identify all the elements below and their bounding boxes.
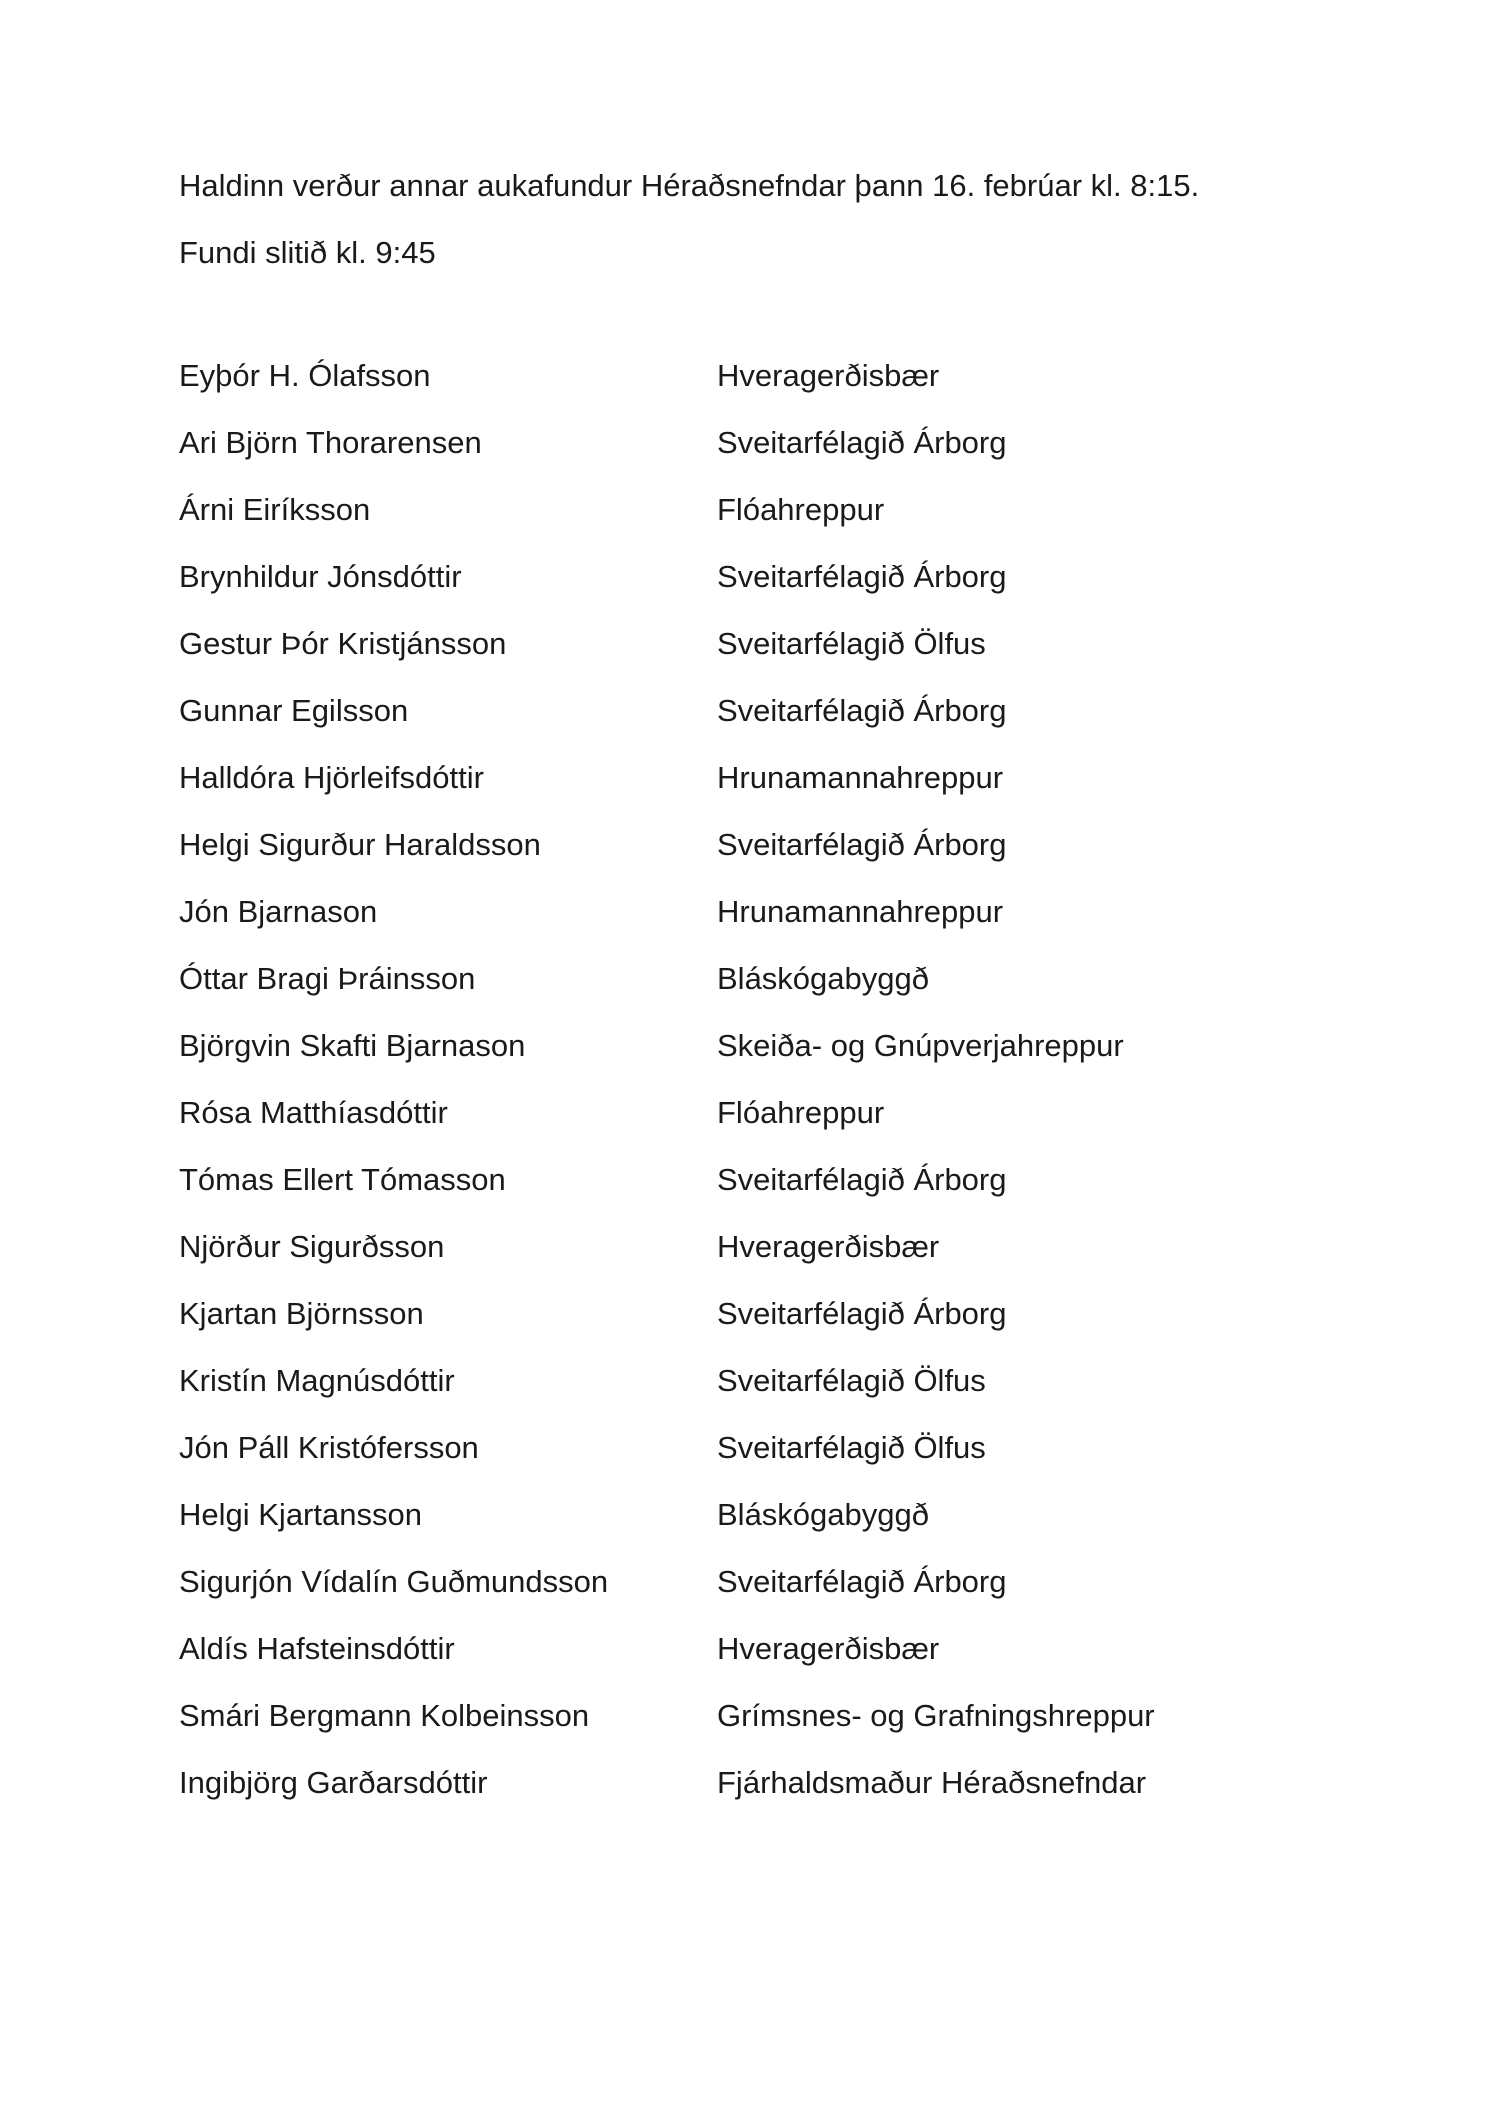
attendee-name: Jón Páll Kristófersson (179, 1429, 479, 1465)
attendee-organization: Flóahreppur (717, 491, 885, 527)
attendee-organization: Sveitarfélagið Árborg (717, 692, 1007, 728)
attendee-organization: Hveragerðisbær (717, 357, 940, 393)
attendee-organization: Hrunamannahreppur (717, 893, 1004, 929)
attendee-organization: Sveitarfélagið Árborg (717, 558, 1007, 594)
attendee-name: Óttar Bragi Þráinsson (179, 960, 476, 996)
attendee-name: Árni Eiríksson (179, 491, 371, 527)
attendee-row (179, 1749, 1359, 1816)
attendee-name: Jón Bjarnason (179, 893, 378, 929)
attendee-name: Helgi Kjartansson (179, 1496, 422, 1532)
attendee-row (179, 744, 1359, 811)
attendee-organization: Sveitarfélagið Ölfus (717, 1429, 986, 1465)
attendee-name: Brynhildur Jónsdóttir (179, 558, 462, 594)
attendee-name: Rósa Matthíasdóttir (179, 1094, 448, 1130)
attendee-organization: Hrunamannahreppur (717, 759, 1004, 795)
attendee-row (179, 1347, 1359, 1414)
attendee-row (179, 409, 1359, 476)
attendee-row (179, 1012, 1359, 1079)
attendee-organization: Grímsnes- og Grafningshreppur (717, 1697, 1155, 1733)
attendee-row (179, 1548, 1359, 1615)
attendee-organization: Bláskógabyggð (717, 960, 929, 996)
attendee-row (179, 811, 1359, 878)
attendee-row (179, 1213, 1359, 1280)
attendee-name: Gestur Þór Kristjánsson (179, 625, 507, 661)
meeting-start-text: Haldinn verður annar aukafundur Héraðsnefndar þann 16. febrúar kl. 8:15. (179, 168, 1200, 203)
attendee-row (179, 945, 1359, 1012)
attendee-name: Kristín Magnúsdóttir (179, 1362, 455, 1398)
attendee-organization: Sveitarfélagið Árborg (717, 1563, 1007, 1599)
attendee-name: Tómas Ellert Tómasson (179, 1161, 506, 1197)
attendee-name: Björgvin Skafti Bjarnason (179, 1027, 526, 1063)
attendee-row (179, 476, 1359, 543)
attendee-organization: Hveragerðisbær (717, 1228, 940, 1264)
meeting-end-text: Fundi slitið kl. 9:45 (179, 235, 436, 270)
attendee-row (179, 677, 1359, 744)
attendee-organization: Sveitarfélagið Árborg (717, 1161, 1007, 1197)
attendee-name: Sigurjón Vídalín Guðmundsson (179, 1563, 609, 1599)
attendee-name: Ari Björn Thorarensen (179, 424, 482, 460)
attendee-organization: Flóahreppur (717, 1094, 885, 1130)
attendee-row (179, 342, 1359, 409)
attendee-name: Ingibjörg Garðarsdóttir (179, 1764, 488, 1800)
attendee-name: Aldís Hafsteinsdóttir (179, 1630, 455, 1666)
attendee-row (179, 1414, 1359, 1481)
attendee-row (179, 1146, 1359, 1213)
attendee-row (179, 1615, 1359, 1682)
attendee-row (179, 1280, 1359, 1347)
attendee-row (179, 1079, 1359, 1146)
meeting-intro (179, 152, 1379, 286)
attendee-organization: Sveitarfélagið Ölfus (717, 1362, 986, 1398)
attendee-organization: Sveitarfélagið Ölfus (717, 625, 986, 661)
attendee-organization: Sveitarfélagið Árborg (717, 826, 1007, 862)
attendee-name: Eyþór H. Ólafsson (179, 357, 431, 393)
attendee-list (179, 342, 1359, 1816)
attendee-organization: Bláskógabyggð (717, 1496, 929, 1532)
attendee-name: Halldóra Hjörleifsdóttir (179, 759, 484, 795)
attendee-row (179, 610, 1359, 677)
attendee-organization: Sveitarfélagið Árborg (717, 1295, 1007, 1331)
attendee-organization: Sveitarfélagið Árborg (717, 424, 1007, 460)
attendee-name: Smári Bergmann Kolbeinsson (179, 1697, 590, 1733)
attendee-row (179, 1481, 1359, 1548)
attendee-row (179, 878, 1359, 945)
attendee-organization: Hveragerðisbær (717, 1630, 940, 1666)
attendee-name: Kjartan Björnsson (179, 1295, 424, 1331)
attendee-name: Njörður Sigurðsson (179, 1228, 445, 1264)
attendee-row (179, 1682, 1359, 1749)
attendee-row (179, 543, 1359, 610)
attendee-organization: Fjárhaldsmaður Héraðsnefndar (717, 1764, 1147, 1800)
attendee-name: Helgi Sigurður Haraldsson (179, 826, 541, 862)
attendee-organization: Skeiða- og Gnúpverjahreppur (717, 1027, 1124, 1063)
attendee-name: Gunnar Egilsson (179, 692, 409, 728)
